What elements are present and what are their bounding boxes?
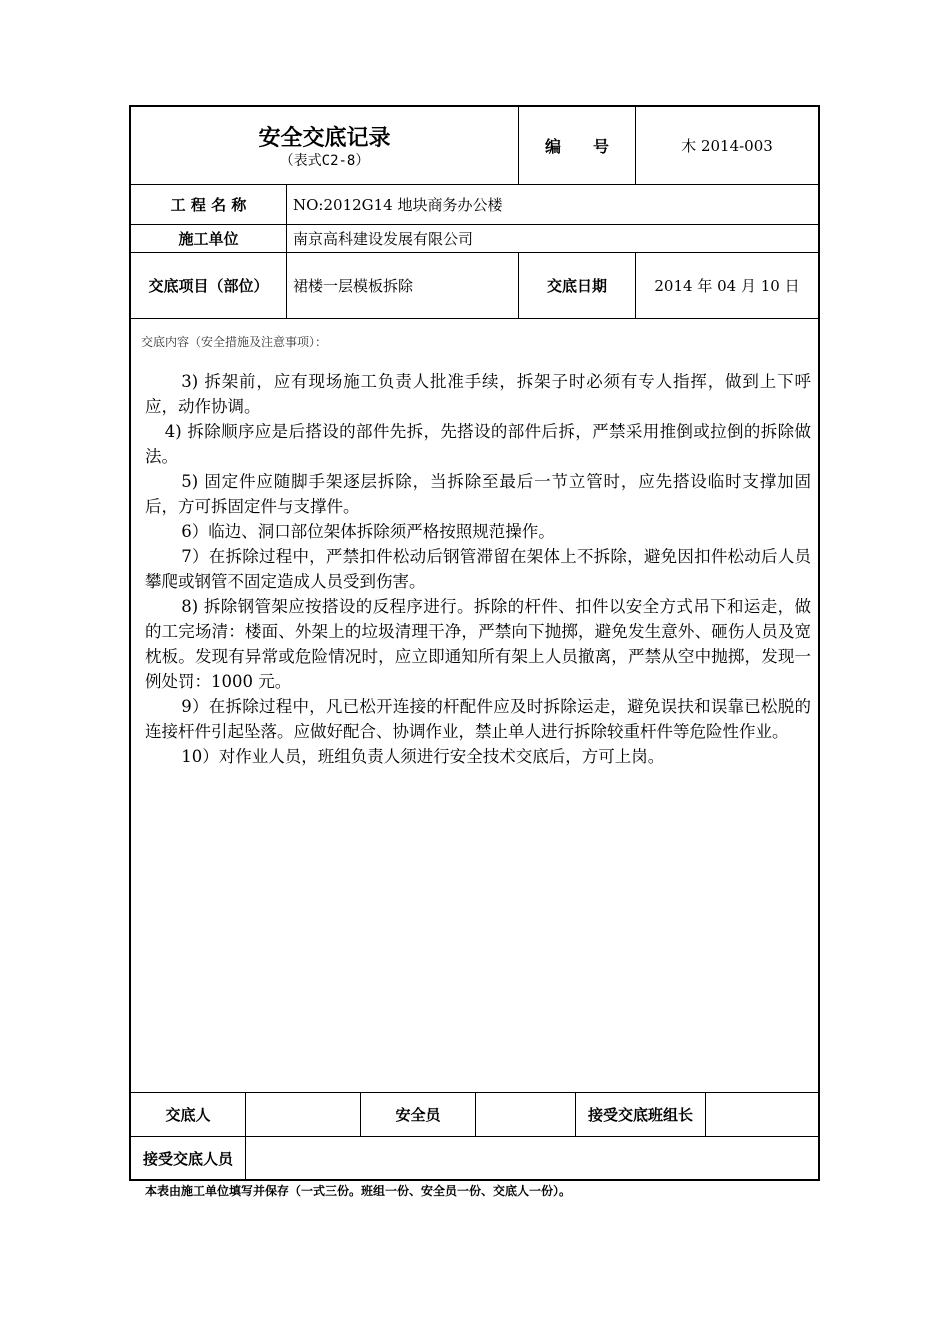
team-leader-label: 接受交底班组长 xyxy=(587,1106,693,1124)
number-value: 木 2014-003 xyxy=(681,137,773,155)
form-title: 安全交底记录 xyxy=(258,125,391,151)
briefing-date-value: 2014 年 04 月 10 日 xyxy=(654,277,800,295)
project-name-label: 工 程 名 称 xyxy=(170,196,247,214)
row-divider xyxy=(131,318,818,319)
discloser-label: 交底人 xyxy=(165,1106,211,1124)
team-leader-signature-field[interactable] xyxy=(706,1093,818,1136)
content-paragraph: 6）临边、洞口部位架体拆除须严格按照规范操作。 xyxy=(181,522,555,541)
safety-officer-label: 安全员 xyxy=(395,1106,441,1124)
form-subtitle: （表式C2-8） xyxy=(279,152,370,169)
project-name-value: NO:2012G14 地块商务办公楼 xyxy=(293,196,503,214)
briefing-item-value: 裙楼一层模板拆除 xyxy=(293,277,414,295)
content-paragraph: 8) 拆除钢管架应按搭设的反程序进行。拆除的杆件、扣件以安全方式吊下和运走，做的工完场清：楼面、外架上的垃圾清理干净，严禁向下抛掷，避免发生意外、砸伤人员及宽枕板。发现有异常或危险情况时，应立即通知所有架上人员撤离，严禁从空中抛掷，发现一例处罚：1000 元。 xyxy=(145,597,811,691)
content-body xyxy=(145,369,811,769)
form-footnote: 本表由施工单位填写并保存（一式三份。班组一份、安全员一份、交底人一份）。 xyxy=(145,1184,572,1198)
receivers-label: 接受交底人员 xyxy=(142,1149,233,1168)
form-title-block xyxy=(131,107,518,184)
content-paragraph: 3) 拆架前，应有现场施工负责人批准手续，拆架子时必须有专人指挥，做到上下呼应，动作协调。 xyxy=(145,372,811,416)
number-label: 编 号 xyxy=(544,137,609,156)
column-divider xyxy=(286,184,287,318)
content-paragraph: 5) 固定件应随脚手架逐层拆除，当拆除至最后一节立管时，应先搭设临时支撑加固后，方可拆固定件与支撑件。 xyxy=(145,472,811,516)
briefing-date-label: 交底日期 xyxy=(546,277,607,295)
discloser-signature-field[interactable] xyxy=(246,1093,360,1136)
contractor-label: 施工单位 xyxy=(178,230,239,248)
contractor-value: 南京高科建设发展有限公司 xyxy=(293,230,474,248)
receivers-signature-field[interactable] xyxy=(246,1137,818,1179)
content-paragraph: 9）在拆除过程中，凡已松开连接的杆配件应及时拆除运走，避免误扶和误靠已松脱的连接杆件引起坠落。应做好配合、协调作业，禁止单人进行拆除较重杆件等危险性作业。 xyxy=(145,697,811,741)
safety-officer-signature-field[interactable] xyxy=(476,1093,575,1136)
content-paragraph: 4) 拆除顺序应是后搭设的部件先拆，先搭设的部件后拆，严禁采用推倒或拉倒的拆除做法。 xyxy=(145,422,811,466)
safety-briefing-form xyxy=(129,105,820,1181)
content-paragraph: 10）对作业人员，班组负责人须进行安全技术交底后，方可上岗。 xyxy=(181,747,665,766)
briefing-item-label: 交底项目（部位） xyxy=(148,277,269,295)
content-paragraph: 7）在拆除过程中，严禁扣件松动后钢管滞留在架体上不拆除，避免因扣件松动后人员攀爬或钢管不固定造成人员受到伤害。 xyxy=(145,547,811,591)
content-heading: 交底内容（安全措施及注意事项）： xyxy=(141,335,328,349)
